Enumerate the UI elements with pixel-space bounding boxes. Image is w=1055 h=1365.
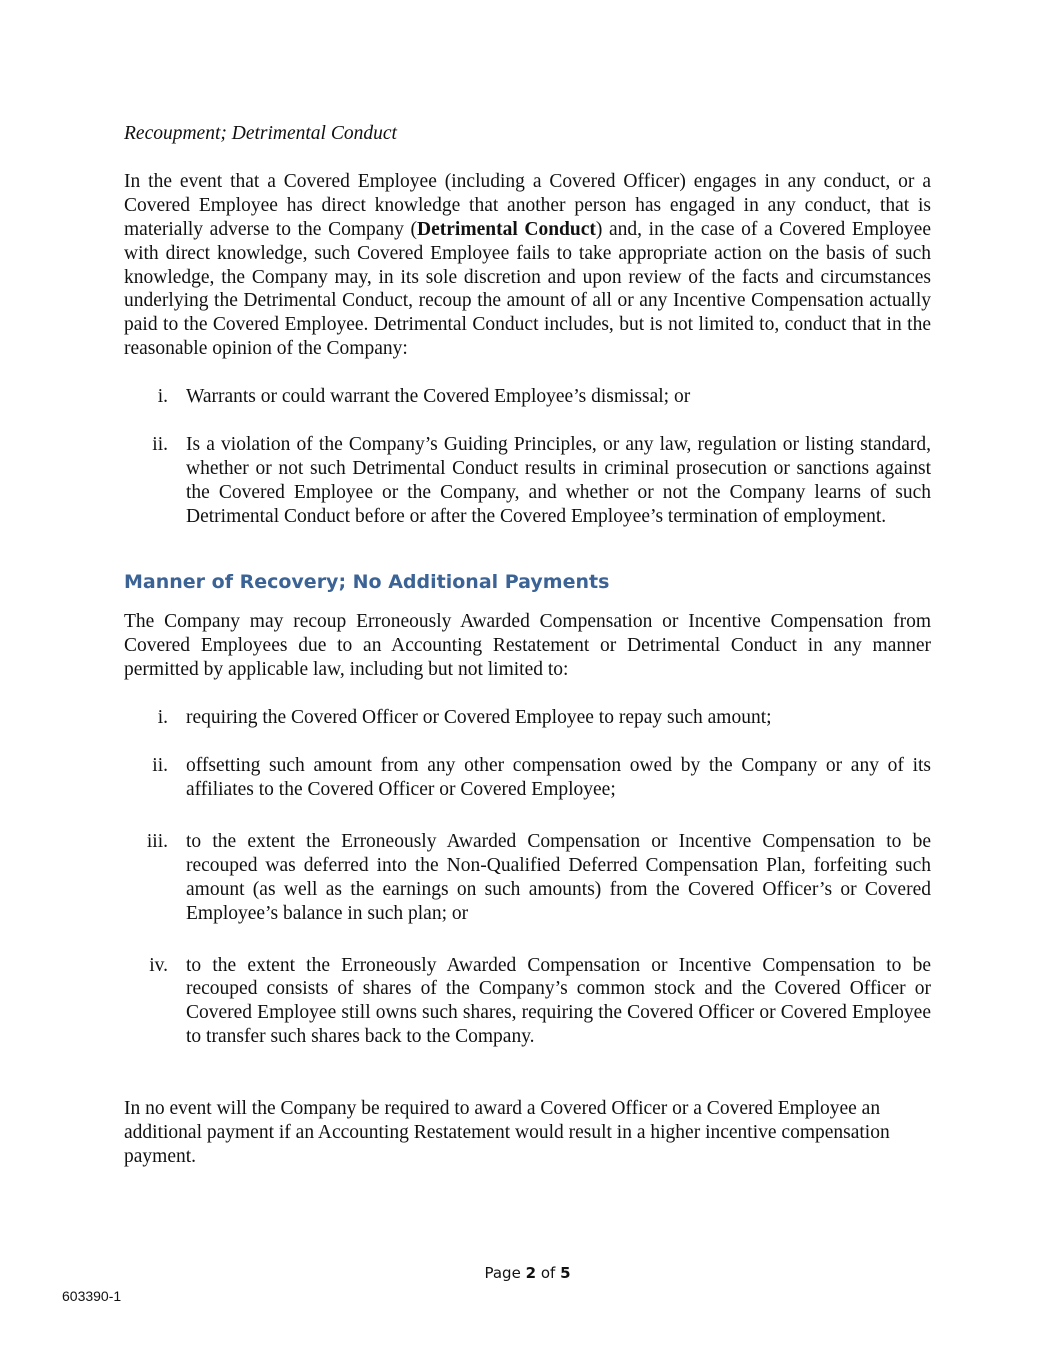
list-item-text: offsetting such amount from any other compensation owed by the Company or any of its affiliates to the Covered Officer or Covered Employee; [186,755,931,800]
list-item-number: ii. [152,755,168,777]
list-item [124,385,931,409]
list-item-text: Warrants or could warrant the Covered Employee’s dismissal; or [186,386,691,408]
list-item-number: i. [157,707,168,729]
defined-term: Detrimental Conduct [417,218,596,240]
page-content [124,122,931,1169]
list-item [124,706,931,730]
section-subheading: Recoupment; Detrimental Conduct [124,123,397,144]
page-label: Page [484,1264,521,1282]
list-item-number: i. [157,386,168,408]
detrimental-conduct-paragraph [124,170,931,361]
total-pages: 5 [560,1264,571,1282]
list-item [124,954,931,1050]
detrimental-conduct-list [124,385,931,529]
list-item-text: requiring the Covered Officer or Covered Employee to repay such amount; [186,707,772,729]
page-number [0,1262,1055,1286]
list-item [124,433,931,529]
list-item-text: to the extent the Erroneously Awarded Compensation or Incentive Compensation to be recouped was deferred into the Non-Qualified Deferred Compensation Plan, forfeiting such amount (as well as the earnings on such amounts) from the Covered Officer’s or Covered Employee’s balance in such plan; or [186,830,931,924]
no-additional-payment-paragraph: In no event will the Company be required to award a Covered Officer or a Covered Employee an additional payment if an Accounting Restatement would result in a higher incentive compensation payment. [124,1098,890,1167]
list-item-number: ii. [152,434,168,456]
list-item-text: Is a violation of the Company’s Guiding Principles, or any law, regulation or listing standard, whether or not such Detrimental Conduct results in criminal prosecution or sanctions against the Covered Employee or the Company, and whether or not the Company learns of such Detrimental Conduct before or after the Covered Employee’s termination of employment. [186,434,931,527]
section-heading: Manner of Recovery; No Additional Payments [124,570,610,593]
list-item-number: iv. [149,954,168,976]
paragraph-text-end: ) and, in the case of a Covered Employee with direct knowledge, such Covered Employee fails to take appropriate action on the basis of such knowledge, the Company may, in its sole discretion and upon review of the facts and circumstances underlying the Detrimental Conduct, recoup the amount of all or any Incentive Compensation actually paid to the Covered Employee. Detrimental Conduct includes, but is not limited to, conduct that in the reasonable opinion of the Company: [124,218,931,360]
page-of-label: of [540,1264,556,1282]
list-item-text: to the extent the Erroneously Awarded Compensation or Incentive Compensation to be recouped consists of shares of the Company’s common stock and the Covered Officer or Covered Employee still owns such shares, requiring the Covered Officer or Covered Employee to transfer such shares back to the Company. [186,954,931,1048]
manner-of-recovery-paragraph: The Company may recoup Erroneously Awarded Compensation or Incentive Compensation from Covered Employees due to an Accounting Restatement or Detrimental Conduct in any manner permitted by applicable law, including but not limited to: [124,611,931,681]
list-item-number: iii. [146,830,168,852]
list-item [124,830,931,926]
document-number: 603390-1 [62,1288,122,1304]
paragraph-text-start: In the event that a Covered Employee (including a Covered Officer) engages in any conduct, or a Covered Employee has direct knowledge that another person has engaged in any conduct, that is materially adverse to the Company ( [124,170,931,240]
recovery-methods-list [124,706,931,1049]
current-page: 2 [525,1264,537,1282]
list-item [124,754,931,802]
